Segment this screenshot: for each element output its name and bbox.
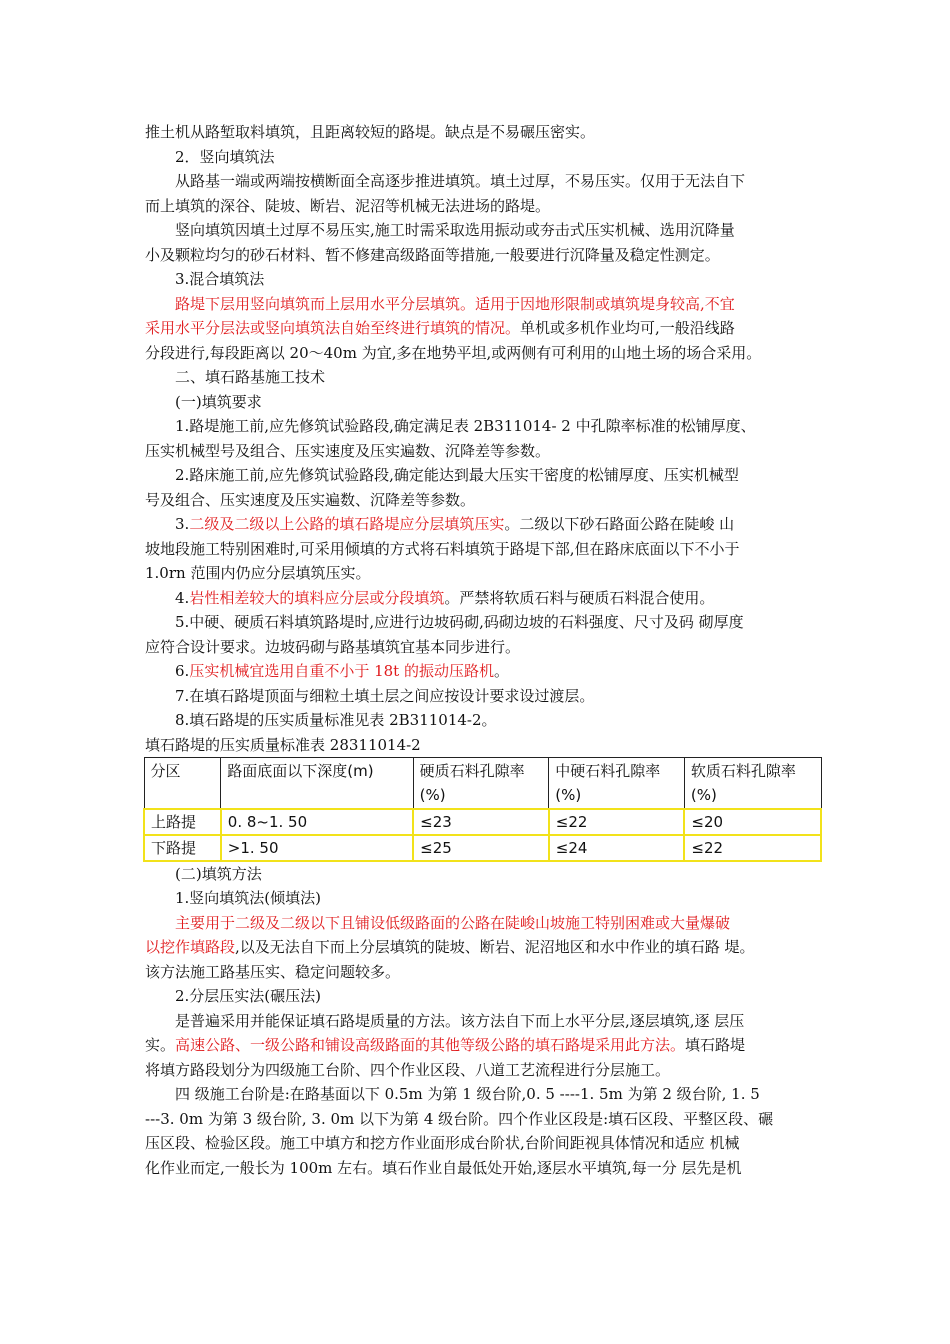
- table-cell: 下路提: [144, 835, 221, 861]
- table-cell: >1. 50: [221, 835, 413, 861]
- paragraph-line: [145, 218, 820, 243]
- highlighted-text: 以挖作填路段: [145, 938, 236, 956]
- text-span: 。严禁将软质石料与硬质石料混合使用。: [444, 588, 715, 607]
- text-span: 该方法施工路基压实、稳定问题较多。: [145, 962, 401, 981]
- table-header-row: [144, 757, 821, 809]
- text-span: 应符合设计要求。边坡码砌与路基填筑宜基本同步进行。: [145, 637, 521, 656]
- table-cell: ≤22: [549, 809, 685, 835]
- highlighted-text: 采用水平分层法或竖向填筑法自始至终进行填筑的情况。: [145, 319, 521, 337]
- text-span: 分段进行,每段距离以 20～40m 为宜,多在地势平坦,或两侧有可利用的山地土场的场合采用。: [145, 343, 762, 362]
- paragraph-line: [145, 390, 820, 415]
- text-span: 竖向填筑因填土过厚不易压实,施工时需采取选用振动或夯击式压实机械、选用沉降量: [175, 221, 735, 239]
- text-span: 1.竖向填筑法(倾填法): [175, 889, 322, 907]
- text-span: 号及组合、压实速度及压实遍数、沉降差等参数。: [145, 490, 476, 509]
- paragraph-line: [145, 243, 820, 268]
- header-cell-zone: 分区: [144, 757, 221, 809]
- paragraph-line: [145, 414, 820, 439]
- table-row: [144, 835, 821, 861]
- text-span: 从路基一端或两端按横断面全高逐步推进填筑。填土过厚，不易压实。仅用于无法自下: [175, 172, 746, 190]
- table-caption: 填石路堤的压实质量标准表 28311014-2: [145, 735, 421, 754]
- table-cell: 0. 8~1. 50: [221, 809, 413, 835]
- paragraph-line: [145, 659, 820, 684]
- header-cell-soft-rock: 软质石料孔隙率(%): [684, 757, 821, 809]
- text-span: 2.路床施工前,应先修筑试验路段,确定能达到最大压实干密度的松铺厚度、压实机械型: [175, 466, 739, 484]
- table-cell: 上路提: [144, 809, 221, 835]
- paragraph-line: [145, 935, 820, 960]
- paragraph-line: [145, 365, 820, 390]
- paragraph-line: [145, 267, 820, 292]
- text-span: 化作业而定,一般长为 100m 左右。填石作业自最低处开始,逐层水平填筑,每一分 层先是机: [145, 1158, 742, 1177]
- text-span: 2.分层压实法(碾压法): [175, 987, 322, 1005]
- text-span: 填石路堤: [685, 1036, 746, 1054]
- paragraph-line: [145, 169, 820, 194]
- text-span: 是普遍采用并能保证填石路堤质量的方法。该方法自下而上水平分层,逐层填筑,逐 层压: [175, 1011, 745, 1030]
- paragraph-line: [145, 512, 820, 537]
- text-span: 将填方路段划分为四级施工台阶、四个作业区段、八道工艺流程进行分层施工。: [145, 1060, 671, 1079]
- table-cell: ≤23: [413, 809, 549, 835]
- paragraph-line: [145, 984, 820, 1009]
- paragraph-line: [145, 120, 820, 145]
- text-span: 2．竖向填筑法: [175, 147, 275, 166]
- header-cell-depth: 路面底面以下深度(m): [221, 757, 413, 809]
- table-row: [144, 809, 821, 835]
- paragraph-line: [145, 610, 820, 635]
- paragraph-line: [145, 439, 820, 464]
- table-cell: ≤25: [413, 835, 549, 861]
- text-span: 8.填石路堤的压实质量标准见表 2B311014-2。: [175, 711, 497, 729]
- highlighted-text: 压实机械宜选用自重不小于 18t 的振动压路机: [189, 662, 494, 680]
- text-span: 1.路堤施工前,应先修筑试验路段,确定满足表 2B311014- 2 中孔隙率标准的松铺厚度、: [175, 417, 756, 435]
- text-span: 压实机械型号及组合、压实速度及压实遍数、沉降差等参数。: [145, 441, 551, 460]
- text-span: 压区段、检验区段。施工中填方和挖方作业面形成台阶状,台阶间距视具体情况和适应 机械: [145, 1134, 740, 1152]
- text-span: 。: [493, 662, 509, 680]
- paragraph-line: [145, 1058, 820, 1083]
- text-span: 3.混合填筑法: [175, 270, 265, 288]
- highlighted-text: 岩性相差较大的填料应分层或分段填筑: [189, 588, 445, 607]
- text-span: 小及颗粒均匀的砂石材料、暂不修建高级路面等措施,一般要进行沉降量及稳定性测定。: [145, 245, 720, 264]
- text-span: 6.: [175, 662, 190, 680]
- text-span: ---3. 0m 为第 3 级台阶, 3. 0m 以下为第 4 级台阶。四个作业区段是:填石区段、平整区段、碾: [145, 1109, 774, 1128]
- paragraph-line: [145, 1107, 820, 1132]
- text-block-top: [145, 120, 820, 733]
- paragraph-line: [145, 145, 820, 170]
- paragraph-line: [145, 586, 820, 611]
- text-span: 7.在填石路堤顶面与细粒土填土层之间应按设计要求设过渡层。: [175, 686, 595, 705]
- document-page: [145, 120, 820, 1180]
- paragraph-line: [145, 341, 820, 366]
- text-span: 实。: [145, 1036, 176, 1054]
- paragraph-line: [145, 1009, 820, 1034]
- text-span: 二、填石路基施工技术: [175, 368, 326, 386]
- paragraph-line: [145, 886, 820, 911]
- highlighted-text: 二级及二级以上公路的填石路堤应分层填筑压实: [189, 515, 505, 533]
- header-cell-hard-rock: 硬质石料孔隙率(%): [413, 757, 549, 809]
- paragraph-line: [145, 1156, 820, 1181]
- table-cell: ≤20: [684, 809, 821, 835]
- text-span: ,以及无法自下而上分层填筑的陡坡、断岩、泥沼地区和水中作业的填石路 堤。: [235, 938, 755, 956]
- text-span: 单机或多机作业均可,一般沿线路: [520, 319, 735, 337]
- paragraph-line: [145, 1082, 820, 1107]
- text-span: (二)填筑方法: [175, 864, 262, 883]
- text-block-bottom: [145, 862, 820, 1181]
- text-span: 坡地段施工特别困难时,可采用倾填的方式将石料填筑于路堤下部,但在路床底面以下不小于: [145, 539, 740, 558]
- compaction-standard-table: [143, 757, 822, 862]
- paragraph-line: [145, 635, 820, 660]
- header-cell-medium-rock: 中硬石料孔隙率(%): [549, 757, 685, 809]
- paragraph-line: [145, 194, 820, 219]
- paragraph-line: [145, 561, 820, 586]
- paragraph-line: [145, 708, 820, 733]
- table-cell: ≤22: [684, 835, 821, 861]
- paragraph-line: [145, 684, 820, 709]
- table-cell: ≤24: [549, 835, 685, 861]
- text-span: (一)填筑要求: [175, 392, 262, 411]
- text-span: 3.: [175, 515, 190, 533]
- highlighted-text: 高速公路、一级公路和铺设高级路面的其他等级公路的填石路堤采用此方法。: [175, 1036, 686, 1054]
- highlighted-text: 主要用于二级及二级以下且铺设低级路面的公路在陡峻山坡施工特别困难或大量爆破: [175, 913, 731, 932]
- text-span: 。二级以下砂石路面公路在陡峻 山: [504, 515, 735, 533]
- paragraph-line: [145, 463, 820, 488]
- paragraph-line: [145, 960, 820, 985]
- paragraph-line: [145, 316, 820, 341]
- text-span: 而上填筑的深谷、陡坡、断岩、泥沼等机械无法进场的路堤。: [145, 196, 551, 215]
- text-span: 5.中硬、硬质石料填筑路堤时,应进行边坡码砌,码砌边坡的石料强度、尺寸及码 砌厚度: [175, 613, 744, 631]
- text-span: 1.0rn 范围内仍应分层填筑压实。: [145, 564, 371, 582]
- paragraph-line: [145, 292, 820, 317]
- highlighted-text: 路堤下层用竖向填筑而上层用水平分层填筑。适用于因地形限制或填筑堤身较高,不宜: [175, 294, 735, 313]
- paragraph-line: [145, 862, 820, 887]
- paragraph-line: [145, 537, 820, 562]
- paragraph-line: [145, 1033, 820, 1058]
- text-span: 四 级施工台阶是:在路基面以下 0.5m 为第 1 级台阶,0. 5 ----1. 5m 为第 2 级台阶, 1. 5: [175, 1085, 760, 1103]
- paragraph-line: [145, 911, 820, 936]
- paragraph-line: [145, 1131, 820, 1156]
- paragraph-line: [145, 488, 820, 513]
- text-span: 推土机从路堑取料填筑，且距离较短的路堤。缺点是不易碾压密实。: [145, 123, 596, 141]
- text-span: 4.: [175, 588, 190, 607]
